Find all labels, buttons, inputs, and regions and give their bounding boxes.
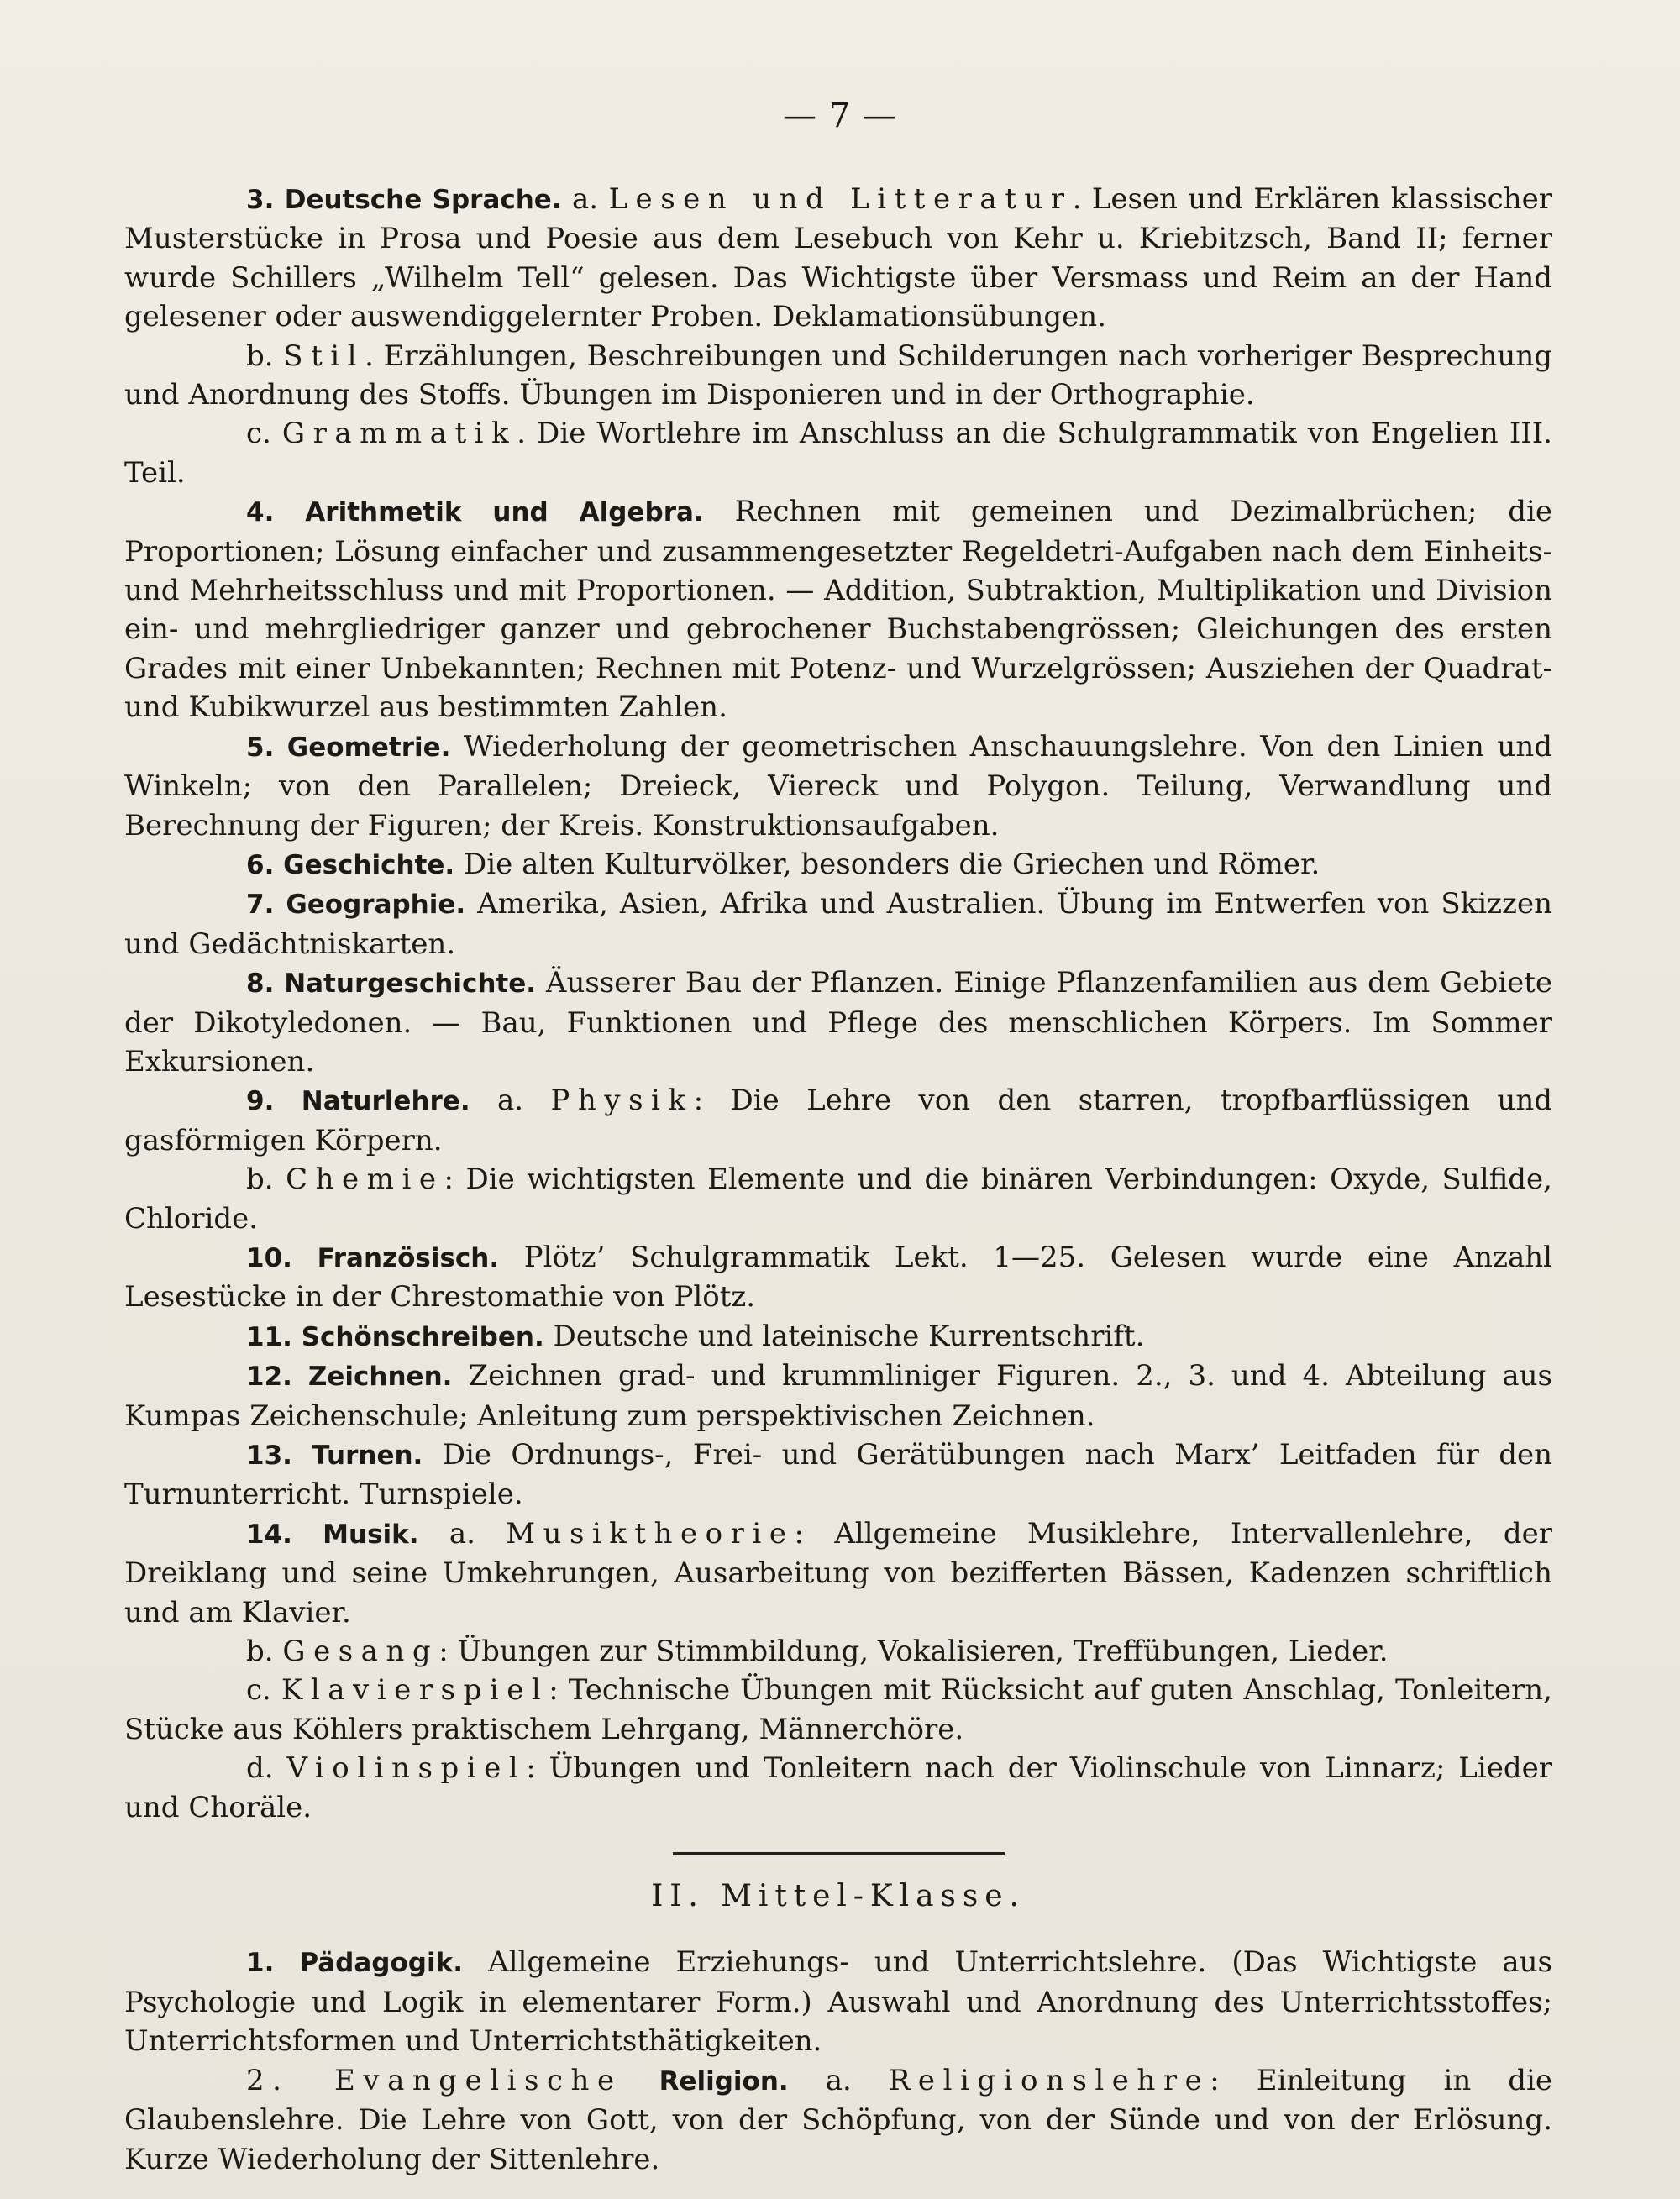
subject-heading: 6. Geschichte. xyxy=(246,849,455,880)
paragraph-naturlehre xyxy=(124,1081,1552,1160)
paragraph-text: a. xyxy=(561,182,609,216)
paragraph-musik xyxy=(124,1514,1552,1632)
paragraph-stil xyxy=(124,337,1552,415)
spaced-term: Gesang xyxy=(282,1635,439,1669)
paragraph-text: Allgemeine Erziehungs- und Unterrichtslehre. (Das Wichtigste aus Psychologie und Logik in elementarer Form.) Auswahl und Anordnung des Unterrichtsstoffes; Unterrichtsformen und Unterrichtsthätigkeiten. xyxy=(124,1945,1552,2059)
paragraph-text: c. xyxy=(246,1673,281,1708)
paragraph-deutsche-sprache xyxy=(124,180,1552,337)
spaced-term: Lesen und Litteratur xyxy=(608,182,1073,216)
paragraph-geschichte xyxy=(124,845,1552,884)
subject-heading: 11. Schönschreiben. xyxy=(246,1321,544,1352)
paragraph-arithmetik xyxy=(124,492,1552,727)
paragraph-turnen xyxy=(124,1435,1552,1514)
paragraph-text: : Technische Übungen mit Rücksicht auf guten Anschlag, Tonleitern, Stücke aus Köhlers praktischem Lehrgang, Männerchöre. xyxy=(124,1673,1552,1746)
paragraph-text: b. xyxy=(246,1635,283,1669)
subject-heading: 4. Arithmetik und Algebra. xyxy=(246,497,704,528)
subject-heading: 8. Naturgeschichte. xyxy=(246,968,537,1000)
section-divider xyxy=(673,1852,1005,1855)
section-title: II. Mittel-Klasse. xyxy=(651,1879,1026,1914)
paragraph-text: Die alten Kulturvölker, besonders die Griechen und Römer. xyxy=(454,847,1320,881)
subject-heading: 14. Musik. xyxy=(246,1519,419,1550)
spaced-term: Stil xyxy=(283,339,365,373)
spaced-term: 2. Evangelische xyxy=(246,2063,622,2097)
paragraph-text: d. xyxy=(246,1751,287,1786)
paragraph-schoenschreiben xyxy=(124,1317,1552,1357)
page-body xyxy=(124,180,1552,2179)
paragraph-text: : Übungen und Tonleitern nach der Violinschule von Linnarz; Lieder und Choräle. xyxy=(124,1751,1552,1824)
spaced-term: Chemie xyxy=(286,1162,444,1197)
paragraph-violinspiel xyxy=(124,1749,1552,1827)
paragraph-text: a. xyxy=(788,2063,889,2097)
paragraph-paedagogik xyxy=(124,1943,1552,2060)
paragraph-text: Zeichnen grad- und krummliniger Figuren. 2., 3. und 4. Abteilung aus Kumpas Zeichenschule; Anleitung zum perspektivischen Zeichnen. xyxy=(124,1359,1552,1433)
spaced-term: Violinspiel xyxy=(286,1751,527,1786)
paragraph-zeichnen xyxy=(124,1357,1552,1435)
spaced-term: Religionslehre xyxy=(888,2063,1210,2097)
subject-heading: 3. Deutsche Sprache. xyxy=(246,185,562,215)
paragraph-geographie xyxy=(124,884,1552,963)
paragraph-text: . Die Wortlehre im Anschluss an die Schulgrammatik von Engelien III. Teil. xyxy=(124,417,1552,490)
subject-heading: 12. Zeichnen. xyxy=(246,1362,453,1393)
paragraph-franzoesisch xyxy=(124,1238,1552,1317)
paragraph-text: Amerika, Asien, Afrika und Australien. Übung im Entwerfen von Skizzen und Gedächtniskarten. xyxy=(124,887,1552,961)
paragraph-text: : Die Lehre von den starren, tropfbarflüssigen und gasförmigen Körpern. xyxy=(124,1084,1552,1157)
paragraph-text: b. xyxy=(246,339,284,373)
paragraph-text: : Übungen zur Stimmbildung, Vokalisieren, Treffübungen, Lieder. xyxy=(438,1635,1389,1669)
paragraph-text: a. xyxy=(418,1516,507,1551)
paragraph-text: Plötz’ Schulgrammatik Lekt. 1—25. Gelesen wurde eine Anzahl Lesestücke in der Chrestomathie von Plötz. xyxy=(124,1240,1552,1315)
paragraph-gesang xyxy=(124,1632,1552,1671)
paragraph-text: c. xyxy=(246,417,282,451)
paragraph-naturgeschichte xyxy=(124,963,1552,1081)
paragraph-text: Rechnen mit gemeinen und Dezimalbrüchen; die Proportionen; Lösung einfacher und zusammengesetzter Regeldetri-Aufgaben nach dem Einheits- und Mehrheitsschluss und mit Proportionen. — Addition, Subtraktion, Multiplikation und Division ein- und mehrgliedriger ganzer und gebrochener Buchstabengrössen; Gleichungen des ersten Grades mit einer Unbekannten; Rechnen mit Potenz- und Wurzelgrössen; Ausziehen der Quadrat- und Kubikwurzel aus bestimmten Zahlen. xyxy=(124,495,1552,725)
paragraph-chemie xyxy=(124,1160,1552,1238)
paragraph-text: : Allgemeine Musiklehre, Intervallenlehre, der Dreiklang und seine Umkehrungen, Ausarbeitung von bezifferten Bässen, Kadenzen schriftlich und am Klavier. xyxy=(124,1516,1552,1630)
paragraph-text: : Die wichtigsten Elemente und die binären Verbindungen: Oxyde, Sulfide, Chloride. xyxy=(124,1162,1552,1236)
subject-heading: 13. Turnen. xyxy=(246,1441,423,1471)
paragraph-text: b. xyxy=(246,1162,286,1197)
spaced-term: Musiktheorie xyxy=(506,1516,795,1551)
paragraph-text: : Einleitung in die Glaubenslehre. Die Lehre von Gott, von der Schöpfung, von der Sünde und von der Erlösung. Kurze Wiederholung der Sittenlehre. xyxy=(124,2063,1552,2176)
spaced-term: Grammatik xyxy=(281,417,517,451)
subject-heading: 9. Naturlehre. xyxy=(246,1086,470,1117)
paragraph-text: . Erzählungen, Beschreibungen und Schilderungen nach vorheriger Besprechung und Anordnung des Stoffs. Übungen im Disponieren und in der Orthographie. xyxy=(124,339,1552,412)
paragraph-geometrie xyxy=(124,727,1552,845)
subject-heading: 10. Französisch. xyxy=(246,1242,500,1273)
subject-heading: 5. Geometrie. xyxy=(246,732,451,763)
paragraph-evangelische-religion xyxy=(124,2061,1552,2179)
subject-heading: 7. Geographie. xyxy=(246,890,466,921)
paragraph-klavierspiel xyxy=(124,1671,1552,1749)
paragraph-grammatik xyxy=(124,414,1552,492)
paragraph-text: a. xyxy=(470,1084,551,1118)
paragraph-text: Deutsche und lateinische Kurrentschrift. xyxy=(543,1319,1145,1353)
subject-heading: 1. Pädagogik. xyxy=(246,1948,463,1979)
paragraph-text: Die Ordnungs-, Frei- und Gerätübungen nach Marx’ Leitfaden für den Turnunterricht. Turnspiele. xyxy=(124,1438,1553,1512)
paragraph-text: Wiederholung der geometrischen Anschauungslehre. Von den Linien und Winkeln; von den Parallelen; Dreieck, Viereck und Polygon. Teilung, Verwandlung und Berechnung der Figuren; der Kreis. Konstruktionsaufgaben. xyxy=(124,729,1552,842)
subject-heading: Religion. xyxy=(622,2065,789,2097)
page-number: — 7 — xyxy=(783,97,897,135)
spaced-term: Physik xyxy=(550,1084,694,1118)
paragraph-text: . Lesen und Erklären klassischer Musterstücke in Prosa und Poesie aus dem Lesebuch von Kehr u. Kriebitzsch, Band II; ferner wurde Schillers „Wilhelm Tell“ gelesen. Das Wichtigste über Versmass und Reim an der Hand gelesener oder auswendiggelernter Proben. Deklamationsübungen. xyxy=(124,182,1552,334)
paragraph-text: Äusserer Bau der Pflanzen. Einige Pflanzenfamilien aus dem Gebiete der Dikotyledonen. — Bau, Funktionen und Pflege des menschlichen Körpers. Im Sommer Exkursionen. xyxy=(124,966,1552,1079)
spaced-term: Klavierspiel xyxy=(281,1673,549,1708)
